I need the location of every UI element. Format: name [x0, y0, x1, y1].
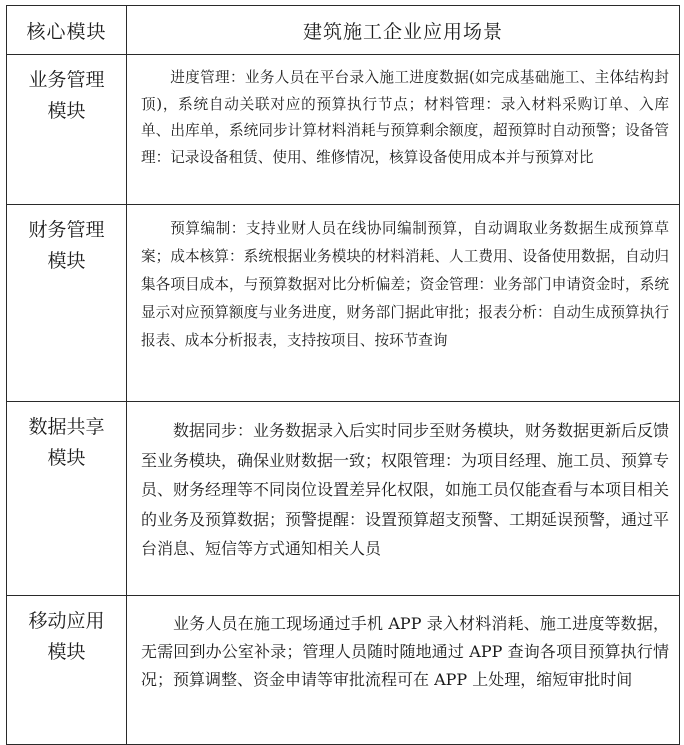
scenario-description-cell	[127, 402, 680, 596]
scenario-description: 数据同步：业务数据录入后实时同步至财务模块，财务数据更新后反馈至业务模块，确保业财数据一致；权限管理：为项目经理、施工员、预算专员、财务经理等不同岗位设置差异化权限，如施工员仅能查看与本项目相关的业务及预算数据；预警提醒：设置预算超支预警、工期延误预警，通过平台消息、短信等方式通知相关人员	[141, 421, 670, 558]
table-row	[7, 596, 680, 745]
module-name-cell	[7, 55, 127, 205]
module-name-line1: 移动应用	[28, 610, 105, 632]
module-name-line2: 模块	[47, 250, 86, 272]
module-name-cell	[7, 596, 127, 745]
table-row	[7, 205, 680, 402]
header-module: 核心模块	[7, 6, 127, 55]
header-scenario: 建筑施工企业应用场景	[127, 6, 680, 55]
module-name-line1: 财务管理	[28, 219, 105, 241]
scenario-description-cell	[127, 205, 680, 402]
scenario-description-cell	[127, 55, 680, 205]
scenario-description: 业务人员在施工现场通过手机 APP 录入材料消耗、施工进度等数据，无需回到办公室补录；管理人员随时随地通过 APP 查询各项目预算执行情况；预算调整、资金申请等审批流程可在 APP 上处理，缩短审批时间	[141, 614, 669, 689]
scenario-description: 进度管理：业务人员在平台录入施工进度数据(如完成基础施工、主体结构封顶)，系统自动关联对应的预算执行节点；材料管理：录入材料采购订单、入库单、出库单，系统同步计算材料消耗与预算剩余额度，超预算时自动预警；设备管理：记录设备租赁、使用、维修情况，核算设备使用成本并与预算对比	[141, 69, 669, 166]
module-name-line1: 数据共享	[28, 416, 105, 438]
module-name-line1: 业务管理	[28, 69, 105, 91]
table-row	[7, 55, 680, 205]
module-name-line2: 模块	[47, 100, 86, 122]
table-row	[7, 402, 680, 596]
module-name-cell	[7, 205, 127, 402]
module-name-line2: 模块	[47, 447, 86, 469]
module-name-line2: 模块	[47, 641, 86, 663]
module-name-cell	[7, 402, 127, 596]
module-scenario-table	[6, 5, 680, 745]
table-header-row	[7, 6, 680, 55]
scenario-description-cell	[127, 596, 680, 745]
scenario-description: 预算编制：支持业财人员在线协同编制预算，自动调取业务数据生成预算草案；成本核算：系统根据业务模块的材料消耗、人工费用、设备使用数据，自动归集各项目成本，与预算数据对比分析偏差；资金管理：业务部门申请资金时，系统显示对应预算额度与业务进度，财务部门据此审批；报表分析：自动生成预算执行报表、成本分析报表，支持按项目、按环节查询	[141, 220, 669, 349]
